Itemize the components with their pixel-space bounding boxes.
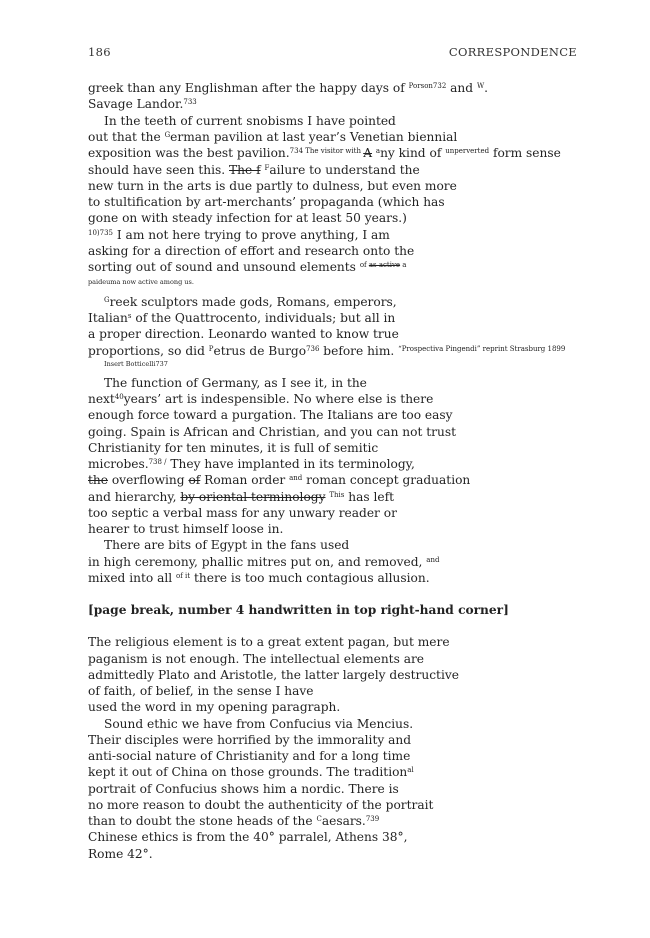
text-line: out that the $^G$erman pavilion at last year’s Venetian biennial: [88, 130, 458, 144]
text-line: sorting out of sound and unsound elements $^{of}$ $^{as active}$ $^a$: [88, 260, 407, 274]
text-line: $^{10)735}$ I am not here trying to prove anything, I am: [88, 228, 390, 242]
text-line: hearer to trust himself loose in.: [88, 522, 284, 536]
text-line: The religious element is to a great extent pagan, but mere: [88, 635, 450, 649]
text-line: kept it out of China on those grounds. The tradition$^{al}$: [88, 765, 414, 779]
text-line: in high ceremony, phallic mitres put on, and removed, $^{and}$: [88, 555, 440, 569]
text-line: and hierarchy, by oriental terminology $^{This}$ has left: [88, 490, 395, 504]
text-line: Savage Landor.$^{733}$: [88, 97, 197, 111]
text-line: In the teeth of current snobisms I have pointed: [104, 114, 396, 128]
text-line: exposition was the best pavilion.$^{734 The visitor with}$ A $^a$ny kind of $^{unperverted}$ form sense: [88, 146, 561, 160]
text-line: next$^{40}$years’ art is indespensible. No where else is there: [88, 392, 434, 406]
text-line: anti-social nature of Christianity and for a long time: [88, 749, 411, 763]
text-line: used the word in my opening paragraph.: [88, 700, 341, 714]
text-line: Christianity for ten minutes, it is full of semitic: [88, 441, 379, 455]
text-line: gone on with steady infection for at least 50 years.): [88, 211, 407, 225]
text-line: a proper direction. Leonardo wanted to know true: [88, 327, 399, 341]
text-line: Sound ethic we have from Confucius via Mencius.: [104, 717, 414, 731]
text-line: should have seen this. The f $^F$ailure to understand the: [88, 163, 420, 177]
text-line: Their disciples were horrified by the immorality and: [88, 733, 412, 747]
text-line: going. Spain is African and Christian, and you can not trust: [88, 425, 456, 439]
editorial-note: [page break, number 4 handwritten in top right-hand corner]: [88, 603, 509, 617]
text-line: of faith, of belief, in the sense I have: [88, 684, 314, 698]
text-line: There are bits of Egypt in the fans used: [104, 538, 350, 552]
text-line: microbes.$^{738 /}$ They have implanted in its terminology,: [88, 457, 415, 471]
text-line: to stultification by art-merchants’ propaganda (which has: [88, 195, 445, 209]
text-line: no more reason to doubt the authenticity of the portrait: [88, 798, 434, 812]
text-line: Italian$^s$ of the Quattrocento, individuals; but all in: [88, 311, 396, 325]
page-number: 186: [88, 45, 111, 59]
text-line: mixed into all $^{of it}$ there is too much contagious allusion.: [88, 571, 430, 585]
text-line: new turn in the arts is due partly to dulness, but even more: [88, 179, 457, 193]
text-line: asking for a direction of effort and research onto the: [88, 244, 415, 258]
interlinear-note: paideuma now active among us.: [88, 278, 194, 286]
text-line: The function of Germany, as I see it, in the: [104, 376, 367, 390]
text-line: greek than any Englishman after the happy days of $^{Porson732}$ and $^W$.: [88, 81, 489, 95]
text-line: the overflowing of Roman order $^{and}$ roman concept graduation: [88, 473, 471, 487]
text-line: Chinese ethics is from the 40° parralel, Athens 38°,: [88, 830, 408, 844]
running-title: CORRESPONDENCE: [448, 45, 577, 59]
text-line: admittedly Plato and Aristotle, the latter largely destructive: [88, 668, 459, 682]
text-line: Rome 42°.: [88, 847, 153, 861]
text-line: paganism is not enough. The intellectual elements are: [88, 652, 425, 666]
text-line: $^G$reek sculptors made gods, Romans, emperors,: [104, 295, 397, 309]
text-line: than to doubt the stone heads of the $^C$aesars.$^{739}$: [88, 814, 380, 828]
text-line: portrait of Confucius shows him a nordic. There is: [88, 782, 399, 796]
interlinear-note: Insert Botticelli737: [104, 360, 168, 368]
text-line: proportions, so did $^P$etrus de Burgo$^{736}$ before him. $^{“Prospectiva Pingendi” reprint Strasburg 1899}$: [88, 344, 566, 358]
text-line: too septic a verbal mass for any unwary reader or: [88, 506, 397, 520]
text-line: enough force toward a purgation. The Italians are too easy: [88, 408, 453, 422]
